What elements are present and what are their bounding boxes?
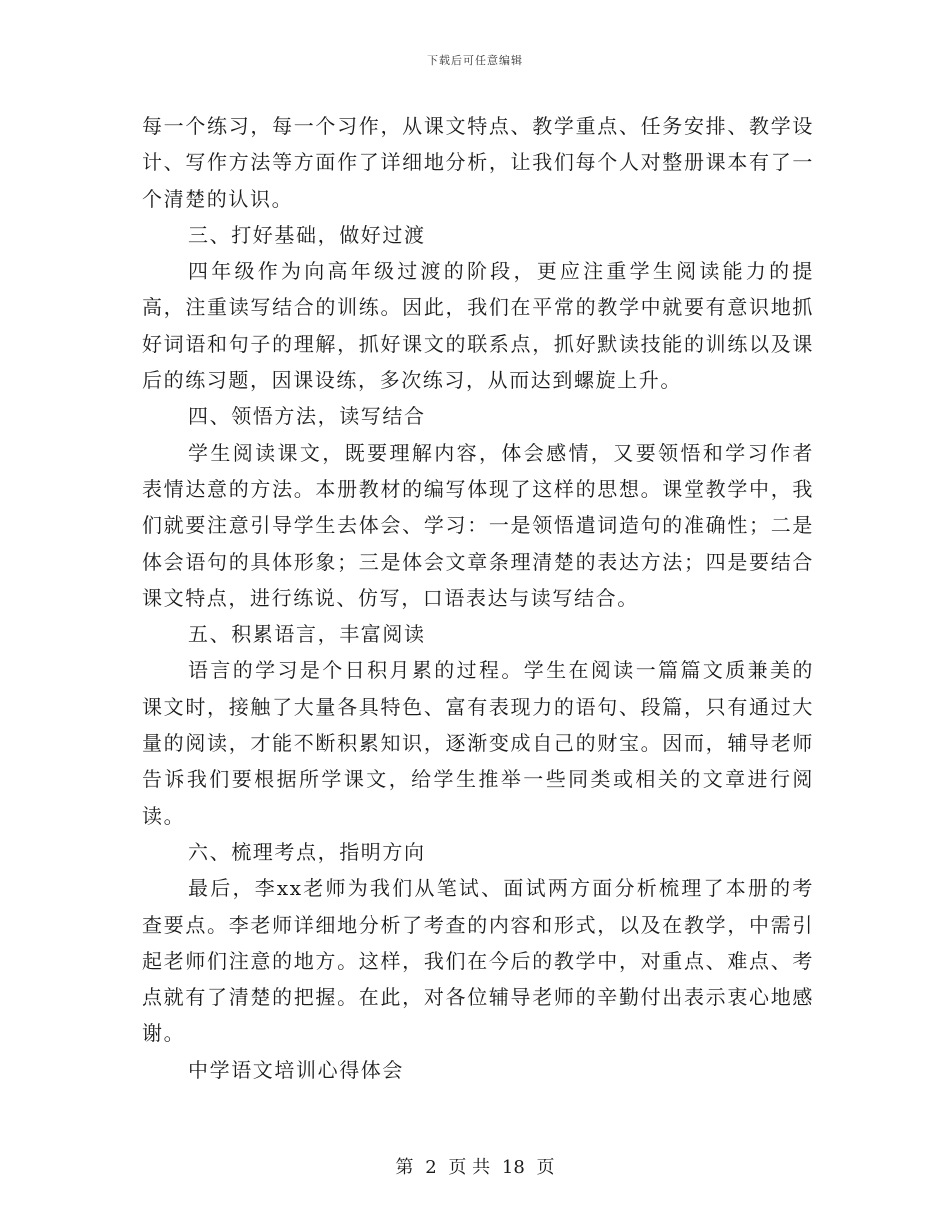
paragraph: 四年级作为向高年级过渡的阶段，更应注重学生阅读能力的提高，注重读写结合的训练。因此，我们在平常的教学中就要有意识地抓好词语和句子的理解，抓好课文的联系点，抓好默读技能的训练以及课后的练习题，因课设练，多次练习，从而达到螺旋上升。 bbox=[142, 259, 814, 393]
paragraph: 语言的学习是个日积月累的过程。学生在阅读一篇篇文质兼美的课文时，接触了大量各具特色、富有表现力的语句、段篇，只有通过大量的阅读，才能不断积累知识，逐渐变成自己的财宝。因而，辅导老师告诉我们要根据所学课文，给学生推举一些同类或相关的文章进行阅读。 bbox=[142, 658, 814, 828]
paragraph: 最后，李xx老师为我们从笔试、面试两方面分析梳理了本册的考查要点。李老师详细地分析了考查的内容和形式，以及在教学，中需引起老师们注意的地方。这样，我们在今后的教学中，对重点、难点、考点就有了清楚的把握。在此，对各位辅导老师的辛勤付出表示衷心地感谢。 bbox=[142, 876, 814, 1046]
section-heading: 六、梳理考点，指明方向 bbox=[188, 839, 426, 864]
section-heading: 三、打好基础，做好过渡 bbox=[188, 222, 426, 247]
paragraph: 每一个练习，每一个习作，从课文特点、教学重点、任务安排、教学设计、写作方法等方面作了详细地分析，让我们每个人对整册课本有了一个清楚的认识。 bbox=[142, 114, 814, 211]
footer-prefix: 第 bbox=[395, 1157, 414, 1178]
document-title: 中学语文培训心得体会 bbox=[188, 1057, 404, 1082]
paragraph: 学生阅读课文，既要理解内容，体会感情，又要领悟和学习作者表情达意的方法。本册教材的编写体现了这样的思想。课堂教学中，我们就要注意引导学生去体会、学习：一是领悟遣词造句的准确性；二是体会语句的具体形象；三是体会文章条理清楚的表达方法；四是要结合课文特点，进行练说、仿写，口语表达与读写结合。 bbox=[142, 440, 814, 610]
footer-middle: 页 共 bbox=[448, 1157, 491, 1178]
section-heading: 五、积累语言，丰富阅读 bbox=[188, 622, 426, 647]
page-footer bbox=[0, 1153, 950, 1179]
page-header: 下载后可任意编辑 bbox=[427, 54, 523, 67]
total-pages-number: 18 bbox=[501, 1157, 525, 1178]
footer-suffix: 页 bbox=[536, 1157, 555, 1178]
current-page-number: 2 bbox=[425, 1157, 437, 1178]
document-body bbox=[142, 108, 814, 1088]
section-heading: 四、领悟方法，读写结合 bbox=[188, 404, 426, 429]
